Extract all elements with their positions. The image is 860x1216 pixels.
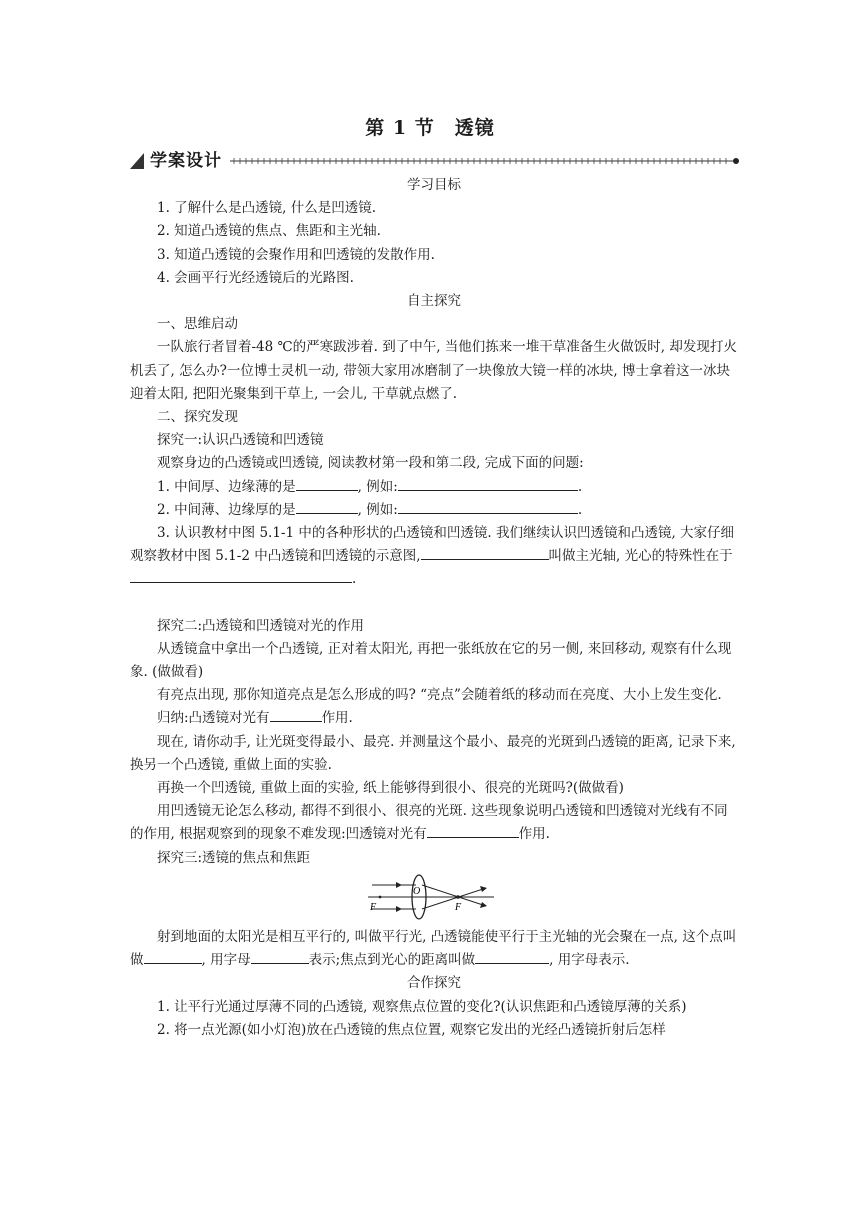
q1-text-a: 1. 中间厚、边缘薄的是 (157, 478, 296, 495)
fill-blank[interactable] (398, 476, 578, 491)
focal-point (379, 895, 382, 898)
goal-item: 2. 知道凸透镜的焦点、焦距和主光轴. (157, 223, 381, 240)
page-title: 第 1 节 透镜 (365, 117, 495, 139)
goal-item: 4. 会画平行光经透镜后的光路图. (157, 269, 354, 286)
part1-heading: 一、思维启动 (157, 316, 238, 333)
fill-blank[interactable] (296, 499, 358, 514)
goal-item: 3. 知道凸透镜的会聚作用和凹透镜的发散作用. (157, 246, 435, 263)
q1-text-c: . (577, 478, 583, 495)
q3-text-b: 叫做主光轴, 光心的特殊性在于 (548, 548, 733, 565)
focus-text-b: , 用字母 (201, 952, 251, 969)
inquiry3-paragraph (130, 926, 738, 972)
arrow-icon (396, 882, 402, 888)
fill-blank[interactable] (475, 949, 549, 964)
summary-text-a: 归纳:凸透镜对光有 (157, 710, 270, 727)
fill-blank[interactable] (144, 949, 202, 964)
inquiry2-paragraph (130, 800, 738, 846)
lens-focus-diagram (130, 870, 738, 926)
convex-lens-figure (366, 872, 496, 922)
heading-self-inquiry: 自主探究 (407, 293, 461, 310)
fill-blank[interactable] (270, 707, 322, 722)
q1-text-b: , 例如: (357, 478, 398, 495)
heading-cooperative-inquiry: 合作探究 (407, 975, 461, 992)
heading-learning-goals: 学习目标 (407, 177, 461, 193)
goal-item: 1. 了解什么是凸透镜, 什么是凹透镜. (157, 200, 377, 217)
label-f-left: F (370, 901, 377, 913)
inquiry2-paragraph: 再换一个凹透镜, 重做上面的实验, 纸上能够得到很小、很亮的光斑吗?(做做看) (157, 780, 624, 797)
q3-text-a: 3. 认识教材中图 5.1-1 中的各种形状的凸透镜和凹透镜. 我们继续认识凹透镜和凸透镜, 大家仔细观察教材中图 5.1-2 中凸透镜和凹透镜的示意图, (130, 525, 735, 565)
label-f-right: F (455, 901, 462, 913)
label-o: O (413, 885, 421, 897)
inquiry2-heading: 探究二:凸透镜和凹透镜对光的作用 (157, 617, 365, 634)
refracted-ray (422, 888, 486, 909)
coop-item: 1. 让平行光通过厚薄不同的凸透镜, 观察焦点位置的变化?(认识焦距和凸透镜厚薄的关系) (157, 998, 687, 1015)
fill-blank[interactable] (251, 949, 309, 964)
arrow-icon (396, 906, 402, 912)
coop-item: 2. 将一点光源(如小灯泡)放在凸透镜的焦点位置, 观察它发出的光经凸透镜折射后怎样 (157, 1021, 666, 1038)
inquiry3-heading: 探究三:透镜的焦点和焦距 (157, 849, 311, 866)
conclusion-text-b: 作用. (518, 826, 550, 843)
fill-blank[interactable] (421, 545, 549, 560)
inquiry1-question3 (130, 522, 738, 592)
part2-heading: 二、探究发现 (157, 409, 238, 426)
q3-text-c: . (352, 571, 357, 588)
fill-blank[interactable] (296, 476, 358, 491)
focal-point (456, 895, 460, 899)
inquiry1-question1 (130, 476, 738, 499)
conclusion-text-a: 用凹透镜无论怎么移动, 都得不到很小、很亮的光斑. 这些现象说明凸透镜和凹透镜对光线有不同的作用, 根据观察到的现象不难发现:凹透镜对光有 (130, 803, 728, 843)
q2-text-b: , 例如: (357, 501, 398, 518)
part1-story: 一队旅行者冒着-48 ℃的严寒跋涉着. 到了中午, 当他们拣来一堆干草准备生火做饭时, 却发现打火机丢了, 怎么办?一位博士灵机一动, 带领大家用冰磨制了一块像放大镜一样的冰块, 博士拿着这一冰块迎着太阳, 把阳光聚集到干草上, 一会儿, 干草就点燃了. (130, 339, 737, 402)
fill-blank[interactable] (130, 568, 352, 583)
inquiry1-heading: 探究一:认识凸透镜和凹透镜 (157, 432, 324, 449)
q2-text-a: 2. 中间薄、边缘厚的是 (157, 501, 296, 518)
inquiry2-paragraph: 有亮点出现, 那你知道亮点是怎么形成的吗? “亮点”会随着纸的移动而在亮度、大小上发生变化. (157, 687, 722, 704)
focus-text-d: , 用字母表示. (549, 952, 630, 969)
inquiry2-summary (130, 707, 738, 730)
inquiry2-paragraph: 现在, 请你动手, 让光斑变得最小、最亮. 并测量这个最小、最亮的光斑到凸透镜的距离, 记录下来, 换另一个凸透镜, 重做上面的实验. (130, 733, 736, 773)
spacer (130, 592, 738, 615)
arrow-icon (480, 886, 487, 892)
arrow-icon (480, 902, 487, 908)
section-banner (128, 150, 740, 172)
inquiry2-paragraph: 从透镜盒中拿出一个凸透镜, 正对着太阳光, 再把一张纸放在它的另一侧, 来回移动, 观察有什么现象. (做做看) (130, 640, 732, 681)
banner-title: 学案设计 (150, 151, 222, 171)
focus-text-c: 表示;焦点到光心的距离叫做 (308, 952, 476, 969)
inquiry1-question2 (130, 499, 738, 522)
refracted-ray (422, 885, 486, 906)
inquiry1-intro: 观察身边的凸透镜或凹透镜, 阅读教材第一段和第二段, 完成下面的问题: (157, 455, 584, 472)
fill-blank[interactable] (427, 823, 519, 838)
fill-blank[interactable] (398, 499, 578, 514)
document-body (130, 174, 738, 1042)
summary-text-b: 作用. (321, 710, 353, 727)
q2-text-c: . (577, 501, 583, 518)
focus-text-a: 射到地面的太阳光是相互平行的, 叫做平行光, 凸透镜能使平行于主光轴的光会聚在一点, 这个点叫做 (130, 928, 737, 969)
